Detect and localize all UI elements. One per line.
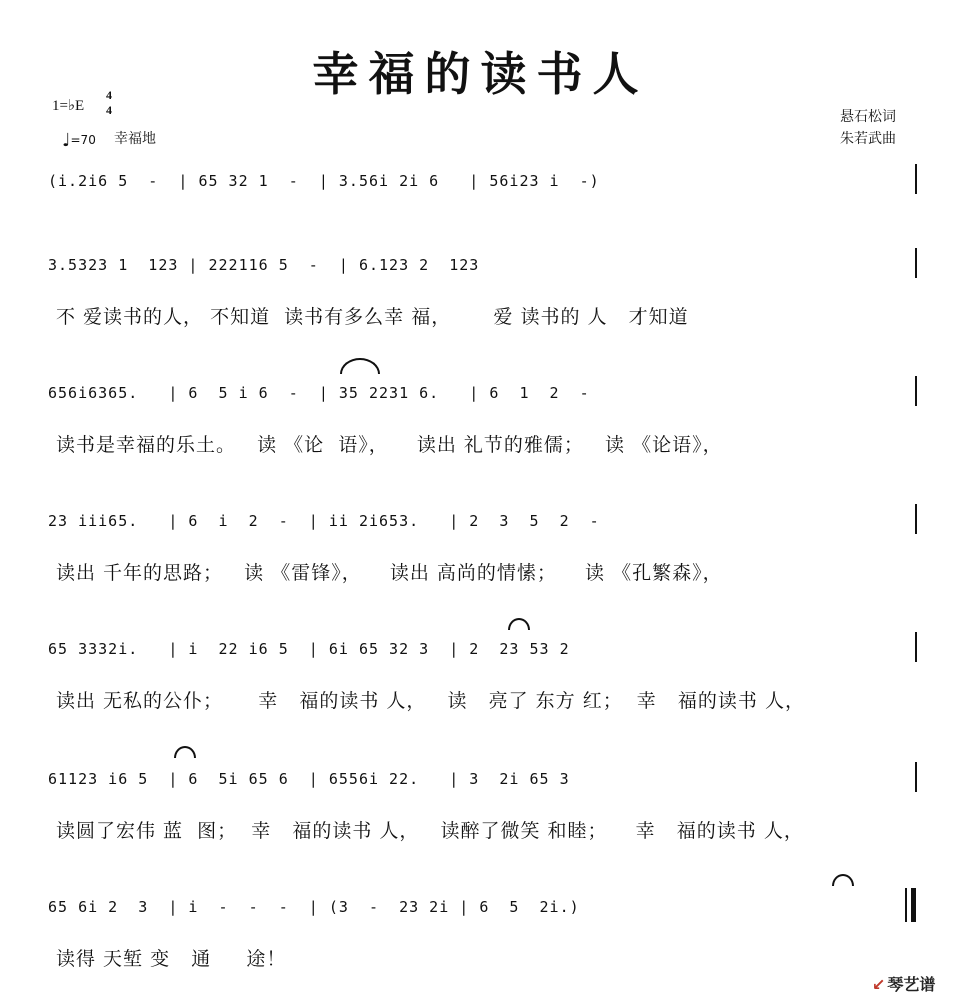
watermark	[872, 972, 935, 995]
final-barline	[905, 888, 916, 922]
tempo-marking	[62, 130, 96, 151]
key-signature: 1=♭E	[52, 98, 85, 114]
notes-line: 65 3332i. | i 22 i6 5 | 6i 65 32 3 | 2 23 53 2	[48, 640, 570, 658]
song-title: 幸福的读书人	[312, 47, 649, 101]
composer: 朱若武曲	[840, 131, 896, 147]
notes-line: 61123 i6 5 | 6 5i 65 6 | 6556i 22. | 3 2i 65 3	[48, 770, 570, 788]
notes-line: 3.5323 1 123 | 222116 5 - | 6.123 2 123	[48, 256, 480, 274]
barline	[915, 376, 917, 406]
time-signature-top: 4	[106, 88, 112, 102]
tempo-value: =70	[70, 133, 96, 147]
time-signature	[103, 88, 115, 118]
lyrics-line: 读出 千年的思路； 读 《雷锋》， 读出 高尚的情愫； 读 《孔繁森》，	[56, 562, 723, 584]
barline	[915, 504, 917, 534]
lyricist: 悬石松词	[840, 109, 896, 125]
barline	[915, 164, 917, 194]
slur-mark	[340, 358, 380, 374]
fermata-mark	[174, 746, 196, 758]
lyrics-line: 不 爱读书的人， 不知道 读书有多么幸 福， 爱 读书的 人 才知道	[56, 306, 689, 328]
notes-line: 656i6365. | 6 5 i 6 - | 35 2231 6. | 6 1 2 -	[48, 384, 590, 402]
lyrics-line: 读得 天堑 变 通 途！	[56, 948, 287, 970]
fermata-mark	[508, 618, 530, 630]
notes-line: 23 iii65. | 6 i 2 - | ii 2i653. | 2 3 5 2 -	[48, 512, 600, 530]
notes-line: 65 6i 2 3 | i - - - | (3 - 23 2i | 6 5 2i.)	[48, 898, 580, 916]
quarter-note-icon: ♩	[62, 130, 71, 151]
barline	[915, 632, 917, 662]
qinzhipu-logo-icon: ↙	[872, 975, 886, 994]
time-signature-bottom: 4	[106, 103, 112, 117]
watermark-text: 琴艺谱	[887, 975, 936, 994]
notes-line: (i.2i6 5 - | 65 32 1 - | 3.56i 2i 6 | 56i23 i -)	[48, 172, 600, 190]
barline	[915, 248, 917, 278]
lyrics-line: 读出 无私的公仆； 幸 福的读书 人， 读 亮了 东方 红； 幸 福的读书 人，	[56, 690, 805, 712]
lyrics-line: 读圆了宏伟 蓝 图； 幸 福的读书 人， 读醉了微笑 和睦； 幸 福的读书 人，	[56, 820, 804, 842]
credits	[840, 106, 896, 150]
mood-marking: 幸福地	[114, 131, 156, 147]
barline	[915, 762, 917, 792]
lyrics-line: 读书是幸福的乐土。 读 《论 语》， 读出 礼节的雅儒； 读 《论语》，	[56, 434, 723, 456]
fermata-mark	[832, 874, 854, 886]
